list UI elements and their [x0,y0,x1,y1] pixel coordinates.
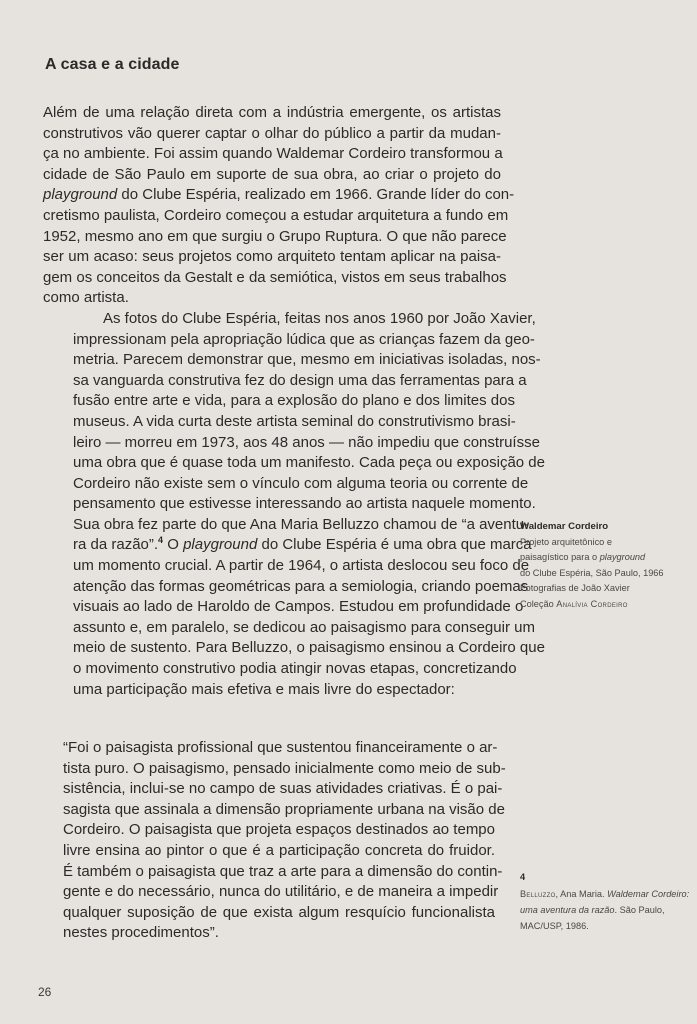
footnote-4: 4 Belluzzo, Ana Maria. Waldemar Cordeiro: uma aventura da razão. São Paulo, MAC/USP, 1986. [520,869,690,934]
paragraph2-line: o movimento construtivo podia atingir novas etapas, concretizando [73,660,517,678]
quote-line: É também o paisagista que traz a arte para a dimensão do contin- [63,862,503,880]
paragraph2-line: As fotos do Clube Espéria, feitas nos anos 1960 por João Xavier, [103,309,536,327]
caption-title: Waldemar Cordeiro [520,521,609,532]
quote-line: tista puro. O paisagismo, pensado inicialmente como meio de sub- [63,759,506,777]
paragraph1-line: gem os conceitos da Gestalt e da semiótica, vistos em seus trabalhos [43,268,507,286]
paragraph2-line: metria. Parecem demonstrar que, mesmo em iniciativas isoladas, nos- [73,351,541,369]
paragraph1-line: ser um acaso: seus projetos como arquiteto tentam aplicar na paisa- [43,248,501,266]
paragraph2-line: uma obra que é quase toda um manifesto. Cada peça ou exposição de [73,454,545,472]
paragraph2-line: sa vanguarda construtiva fez do design uma das ferramentas para a [73,371,527,389]
footnote-work-title: Waldemar Cordeiro: uma aventura da razão [520,889,690,915]
quote-line: sistência, inclui-se no campo de suas atividades criativas. É o pai- [63,780,503,798]
main-text [43,103,545,700]
paragraph2-line: assunto e, em paralelo, se dedicou ao paisagismo para conseguir um [73,618,535,636]
paragraph1-line: cretismo paulista, Cordeiro começou a estudar arquitetura a fundo em [43,206,509,224]
paragraph2-line: leiro — morreu em 1973, aos 48 anos — não impediu que construísse [73,433,540,451]
paragraph2-line: pensamento que estivesse interessando ao artista naquele momento. [73,495,536,513]
paragraph2-line: Sua obra fez parte do que Ana Maria Belluzzo chamou de “a aventu- [73,515,530,533]
section-title: A casa e a cidade [45,56,180,73]
paragraph2-line: ra da razão”.$^4$ O playground do Clube Espéria é uma obra que marca [73,535,532,554]
caption-credit: Coleção Analívia Cordeiro [520,598,628,609]
quote-line: nestes procedimentos”. [63,924,219,942]
paragraph2-line: meio de sustento. Para Belluzzo, o paisagismo ensinou a Cordeiro que [73,639,545,657]
image-caption [520,519,690,613]
paragraph1-line: Além de uma relação direta com a indústria emergente, os artistas [43,104,501,121]
paragraph2-line: visuais ao lado de Haroldo de Campos. Estudou em profundidade o [73,598,524,616]
paragraph2-line: atenção das formas geométricas para a semiologia, criando poemas [73,577,529,595]
caption-line: do Clube Espéria, São Paulo, 1966 [520,567,664,578]
page-number: 26 [38,985,52,999]
paragraph1-line: como artista. [43,289,129,307]
quote-line: gente e do necessário, nunca do utilitário, e de maneira a impedir [63,883,499,901]
quote-line: Cordeiro. O paisagista que projeta espaços destinados ao tempo [63,821,495,839]
quote-line: livre ensina ao pintor o que é a participação concreta do fruidor. [63,841,495,859]
quote-line: “Foi o paisagista profissional que sustentou financeiramente o ar- [63,739,498,756]
block-quote [63,738,506,944]
paragraph2-line: um momento crucial. A partir de 1964, o artista deslocou seu foco de [73,557,530,575]
paragraph1-line: playground do Clube Espéria, realizado em 1966. Grande líder do con- [43,186,515,204]
paragraph2-line: fusão entre arte e vida, para a explosão do plano e dos limites dos [73,392,515,410]
paragraph2-line: museus. A vida curta deste artista seminal do construtivismo brasi- [73,412,516,430]
caption-line: paisagístico para o playground [520,552,646,563]
quote-line: qualquer suposição de que exista algum resquício funcionalista [63,903,495,921]
paragraph1-line: ça no ambiente. Foi assim quando Waldemar Cordeiro transformou a [43,145,503,163]
paragraph1-line: 1952, mesmo ano em que surgiu o Grupo Ruptura. O que não parece [43,227,507,245]
caption-line: Fotografias de João Xavier [520,583,630,594]
footnote-number: 4 [520,872,526,882]
paragraph2-line: impressionam pela apropriação lúdica que as crianças fazem da geo- [73,330,535,348]
paragraph2-line: Cordeiro não existe sem o vínculo com alguma teoria ou corrente de [73,474,529,492]
paragraph-2 [43,309,545,700]
caption-line: Projeto arquitetônico e [520,536,612,547]
quote-line: sagista que assinala a dimensão propriamente urbana na visão de [63,800,505,818]
paragraph1-line: cidade de São Paulo em suporte de sua obra, ao criar o projeto do [43,165,501,183]
paragraph2-line: uma participação mais efetiva e mais livre do espectador: [73,680,455,698]
paragraph1-line: construtivos vão querer captar o olhar do público a partir da mudan- [43,124,501,142]
footnote-author: Belluzzo [520,889,556,899]
paragraph-1 [43,103,515,309]
